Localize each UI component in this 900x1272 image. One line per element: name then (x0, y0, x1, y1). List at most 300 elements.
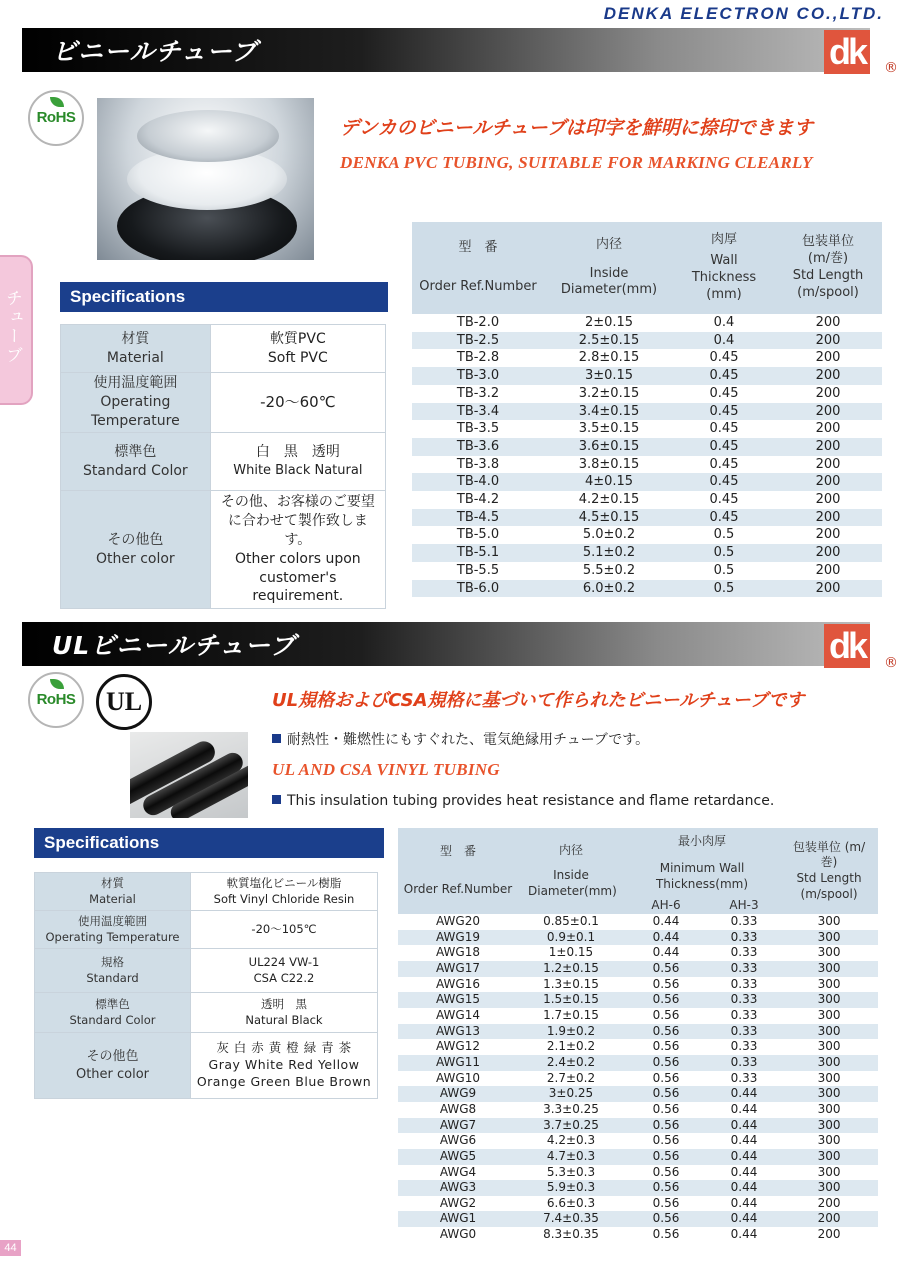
table-row (398, 1165, 878, 1181)
table-cell: 3.8±0.15 (544, 456, 674, 474)
table-cell: 0.44 (624, 914, 708, 930)
table-cell: 200 (774, 562, 882, 580)
table-cell: 1.2±0.15 (518, 961, 624, 977)
spec-label-en: Material (89, 891, 136, 906)
table-cell: 0.56 (624, 1211, 708, 1227)
ul-certification-badge (96, 674, 152, 730)
page-number: 44 (0, 1240, 21, 1256)
table-row (412, 473, 882, 491)
spec-label-jp: その他色 (86, 1048, 139, 1064)
spec-label-jp: 材質 (101, 875, 124, 890)
table-cell: 200 (774, 367, 882, 385)
table-cell: 300 (780, 1165, 878, 1181)
table-cell: 5.5±0.2 (544, 562, 674, 580)
section2-bullet-en (272, 793, 774, 809)
table-cell: 0.56 (624, 1180, 708, 1196)
section1-title: ビニールチューブ (52, 37, 258, 66)
spec-value-en: Soft Vinyl Chloride Resin (213, 891, 355, 906)
table-cell: 200 (774, 314, 882, 332)
table-cell: 0.4 (674, 332, 774, 350)
table-cell: 2±0.15 (544, 314, 674, 332)
table-cell: 300 (780, 1102, 878, 1118)
table-cell: AWG3 (398, 1180, 518, 1196)
table-header-row (398, 828, 878, 898)
table-cell: 0.5 (674, 562, 774, 580)
table-cell: AWG6 (398, 1133, 518, 1149)
spec-row-standard (35, 949, 378, 993)
table-cell: 0.33 (708, 1039, 780, 1055)
table-row (412, 385, 882, 403)
leaf-icon (50, 679, 64, 689)
table-cell: AWG20 (398, 914, 518, 930)
table-cell: 4.7±0.3 (518, 1149, 624, 1165)
table-cell: AWG16 (398, 977, 518, 993)
rohs-badge (28, 672, 84, 728)
table-cell: 0.56 (624, 1165, 708, 1181)
side-tab-label: チューブ (2, 289, 22, 365)
table-cell: 0.33 (708, 1008, 780, 1024)
table-cell: 200 (774, 349, 882, 367)
table-row (398, 1118, 878, 1134)
section1-title-bar (22, 28, 870, 72)
table-row (398, 945, 878, 961)
table-cell: AWG14 (398, 1008, 518, 1024)
section2-spec-table (34, 872, 378, 1099)
table-row (398, 1024, 878, 1040)
table-cell: AWG10 (398, 1071, 518, 1087)
table-cell: 300 (780, 961, 878, 977)
spec-row-standard-color (61, 433, 386, 491)
table-cell: AWG13 (398, 1024, 518, 1040)
table-row (398, 992, 878, 1008)
spec-value-jp: 軟質塩化ビニール樹脂 (226, 875, 342, 890)
table-cell: 0.5 (674, 544, 774, 562)
rohs-label: RoHS (36, 691, 76, 708)
spec-value-en: Other colors upon customer's requirement. (235, 550, 361, 605)
table-cell: 0.33 (708, 961, 780, 977)
table-row (412, 349, 882, 367)
company-name: DENKA ELECTRON CO.,LTD. (603, 4, 884, 23)
table-row (398, 961, 878, 977)
registered-mark: ® (884, 60, 898, 76)
table-row (398, 914, 878, 930)
header-std-length: 包装単位 (m/巻) Std Length (m/spool) (780, 828, 878, 914)
table-cell: 200 (774, 473, 882, 491)
table-cell: TB-6.0 (412, 580, 544, 598)
table-cell: 300 (780, 1133, 878, 1149)
table-cell: 3±0.15 (544, 367, 674, 385)
spec-row-temperature (35, 911, 378, 949)
table-cell: 0.56 (624, 1071, 708, 1087)
spec-value: -20～60℃ (260, 393, 336, 412)
header-min-wall-thickness: 最小肉厚 Minimum Wall Thickness(mm) (624, 828, 780, 898)
spec-row-material (35, 873, 378, 911)
table-cell: 5.9±0.3 (518, 1180, 624, 1196)
table-cell: 0.56 (624, 1227, 708, 1243)
table-cell: 300 (780, 930, 878, 946)
section1-spec-header: Specifications (60, 282, 388, 312)
table-row (398, 1211, 878, 1227)
table-cell: AWG4 (398, 1165, 518, 1181)
table-cell: 200 (774, 332, 882, 350)
table-row (412, 509, 882, 527)
ul-label: UL (105, 687, 143, 716)
table-cell: 0.56 (624, 961, 708, 977)
table-cell: TB-3.5 (412, 420, 544, 438)
table-cell: 5.0±0.2 (544, 526, 674, 544)
spec-value-en: Orange Green Blue Brown (196, 1073, 372, 1089)
section2-spec-header: Specifications (34, 828, 384, 858)
table-cell: 200 (774, 526, 882, 544)
table-cell: 0.5 (674, 580, 774, 598)
table-cell: 8.3±0.35 (518, 1227, 624, 1243)
table-cell: 300 (780, 1071, 878, 1087)
spec-label-en: Other color (75, 1066, 150, 1082)
spec-value-en: Natural Black (245, 1012, 323, 1027)
table-cell: 0.44 (708, 1180, 780, 1196)
header-inside-diameter: 内径 Inside Diameter(mm) (544, 222, 674, 314)
registered-mark: ® (884, 655, 898, 671)
table-cell: 0.56 (624, 977, 708, 993)
ul-tubing-photo (130, 732, 248, 818)
table-row (412, 332, 882, 350)
spec-row-other-color (61, 491, 386, 609)
table-cell: 0.4 (674, 314, 774, 332)
table-cell: 0.33 (708, 977, 780, 993)
table-cell: 0.33 (708, 1024, 780, 1040)
table-cell: 4.2±0.15 (544, 491, 674, 509)
bullet-square-icon (272, 795, 281, 804)
spec-label-en: Standard (86, 970, 139, 985)
table-cell: 300 (780, 1180, 878, 1196)
table-cell: 200 (774, 438, 882, 456)
table-cell: 0.44 (624, 945, 708, 961)
table-cell: 6.6±0.3 (518, 1196, 624, 1212)
table-cell: 6.0±0.2 (544, 580, 674, 598)
table-cell: 1.7±0.15 (518, 1008, 624, 1024)
table-cell: 3.7±0.25 (518, 1118, 624, 1134)
table-cell: 3.4±0.15 (544, 403, 674, 421)
table-row (412, 403, 882, 421)
spec-label-jp: 規格 (101, 954, 124, 969)
table-cell: 0.45 (674, 491, 774, 509)
pvc-tubing-spools-photo (97, 98, 314, 260)
table-cell: 0.56 (624, 1118, 708, 1134)
section1-headline-en: DENKA PVC TUBING, SUITABLE FOR MARKING CLEARLY (340, 153, 813, 172)
table-cell: 0.56 (624, 1196, 708, 1212)
table-row (398, 1086, 878, 1102)
table-cell: TB-3.0 (412, 367, 544, 385)
table-cell: 300 (780, 1118, 878, 1134)
header-order-ref: 型 番 Order Ref.Number (412, 222, 544, 314)
table-cell: 0.33 (708, 1055, 780, 1071)
table-cell: 200 (780, 1211, 878, 1227)
header-ah3: AH-3 (708, 898, 780, 914)
header-std-length: 包装単位 (m/巻) Std Length (m/spool) (774, 222, 882, 314)
spec-value-en: White Black Natural (233, 463, 363, 479)
table-row (412, 526, 882, 544)
table-row (412, 456, 882, 474)
table-cell: 0.33 (708, 992, 780, 1008)
spec-label-en: Operating Temperature (45, 929, 180, 944)
table-cell: 4.5±0.15 (544, 509, 674, 527)
section2-product-table (398, 828, 878, 1243)
table-cell: 0.5 (674, 526, 774, 544)
table-row (412, 580, 882, 598)
table-cell: 2.8±0.15 (544, 349, 674, 367)
table-cell: 0.56 (624, 1055, 708, 1071)
table-row (398, 1055, 878, 1071)
table-row (398, 1149, 878, 1165)
table-cell: 200 (774, 403, 882, 421)
table-cell: 2.4±0.2 (518, 1055, 624, 1071)
table-cell: 1.5±0.15 (518, 992, 624, 1008)
leaf-icon (50, 97, 64, 107)
spec-label-jp: 使用温度範囲 (93, 375, 178, 392)
table-cell: 300 (780, 992, 878, 1008)
table-header-row (412, 222, 882, 314)
table-cell: TB-3.8 (412, 456, 544, 474)
table-cell: TB-5.5 (412, 562, 544, 580)
table-cell: 200 (774, 456, 882, 474)
table-cell: 0.45 (674, 420, 774, 438)
section2-title: ULビニールチューブ (52, 631, 296, 660)
table-row (412, 438, 882, 456)
table-cell: 3.6±0.15 (544, 438, 674, 456)
spec-value-jp: 透明 黒 (261, 996, 307, 1011)
table-cell: TB-2.0 (412, 314, 544, 332)
table-row (412, 544, 882, 562)
table-cell: 0.44 (708, 1211, 780, 1227)
table-cell: TB-5.1 (412, 544, 544, 562)
table-cell: 0.44 (708, 1102, 780, 1118)
table-cell: AWG15 (398, 992, 518, 1008)
table-cell: 0.56 (624, 1086, 708, 1102)
table-row (412, 562, 882, 580)
table-cell: 0.45 (674, 385, 774, 403)
table-cell: 0.33 (708, 930, 780, 946)
spec-value-ul: UL224 VW-1 (248, 954, 320, 969)
table-cell: 300 (780, 1039, 878, 1055)
spec-label-jp: 標準色 (114, 443, 157, 460)
spec-row-temperature (61, 373, 386, 433)
header-order-ref: 型 番 Order Ref.Number (398, 828, 518, 914)
spec-row-material (61, 325, 386, 373)
spec-row-other-color (35, 1033, 378, 1099)
table-cell: 300 (780, 1086, 878, 1102)
table-row (412, 367, 882, 385)
table-row (412, 491, 882, 509)
table-cell: 0.56 (624, 1008, 708, 1024)
table-cell: AWG18 (398, 945, 518, 961)
spec-label-en: Material (106, 349, 164, 366)
section2-headline-en: UL AND CSA VINYL TUBING (272, 760, 500, 779)
table-cell: 3.3±0.25 (518, 1102, 624, 1118)
table-cell: 200 (774, 509, 882, 527)
table-cell: 0.44 (708, 1086, 780, 1102)
table-cell: TB-3.6 (412, 438, 544, 456)
table-cell: 300 (780, 914, 878, 930)
table-row (398, 930, 878, 946)
spec-label-en: Standard Color (82, 462, 188, 479)
table-cell: 0.44 (708, 1165, 780, 1181)
table-cell: 0.56 (624, 1149, 708, 1165)
table-cell: 200 (774, 544, 882, 562)
table-cell: AWG19 (398, 930, 518, 946)
table-cell: 0.85±0.1 (518, 914, 624, 930)
table-cell: 300 (780, 977, 878, 993)
table-cell: 2.7±0.2 (518, 1071, 624, 1087)
spec-row-standard-color (35, 993, 378, 1033)
dk-logo: dk (824, 624, 870, 668)
table-cell: 0.56 (624, 1039, 708, 1055)
table-cell: 0.44 (708, 1227, 780, 1243)
table-row (398, 1227, 878, 1243)
table-cell: 0.45 (674, 456, 774, 474)
spec-value-csa: CSA C22.2 (253, 970, 315, 985)
section1-product-table (412, 222, 882, 597)
table-cell: 0.45 (674, 509, 774, 527)
table-cell: AWG2 (398, 1196, 518, 1212)
table-cell: 4±0.15 (544, 473, 674, 491)
table-cell: 0.56 (624, 1024, 708, 1040)
table-cell: AWG12 (398, 1039, 518, 1055)
table-cell: 0.45 (674, 349, 774, 367)
dk-logo: dk (824, 30, 870, 74)
table-cell: 200 (780, 1196, 878, 1212)
table-cell: 0.44 (708, 1149, 780, 1165)
spec-label-en: Standard Color (69, 1012, 156, 1027)
table-cell: 2.5±0.15 (544, 332, 674, 350)
table-cell: AWG1 (398, 1211, 518, 1227)
table-row (412, 314, 882, 332)
section2-title-bar (22, 622, 870, 666)
bullet-square-icon (272, 734, 281, 743)
table-cell: TB-4.5 (412, 509, 544, 527)
table-cell: TB-4.2 (412, 491, 544, 509)
table-cell: 1.3±0.15 (518, 977, 624, 993)
table-cell: 0.33 (708, 914, 780, 930)
table-cell: 0.45 (674, 367, 774, 385)
table-cell: 200 (774, 385, 882, 403)
table-cell: 0.56 (624, 1133, 708, 1149)
spec-label-en: Operating Temperature (91, 394, 180, 429)
spec-label-jp: その他色 (107, 531, 164, 548)
table-cell: AWG0 (398, 1227, 518, 1243)
table-cell: 4.2±0.3 (518, 1133, 624, 1149)
table-cell: 0.9±0.1 (518, 930, 624, 946)
table-cell: AWG17 (398, 961, 518, 977)
table-cell: TB-4.0 (412, 473, 544, 491)
rohs-label: RoHS (36, 109, 76, 126)
table-cell: 300 (780, 1008, 878, 1024)
header-inside-diameter: 内径 Inside Diameter(mm) (518, 828, 624, 914)
table-cell: 0.45 (674, 403, 774, 421)
spec-label-jp: 材質 (121, 330, 150, 347)
table-row (398, 1008, 878, 1024)
bullet-text-en: This insulation tubing provides heat resistance and flame retardance. (287, 793, 775, 809)
table-cell: 0.45 (674, 473, 774, 491)
table-cell: 200 (774, 491, 882, 509)
spec-value-jp: 軟質PVC (269, 330, 326, 347)
spec-label-jp: 標準色 (95, 996, 130, 1011)
spec-value-en: Soft PVC (267, 349, 328, 366)
table-cell: 3±0.25 (518, 1086, 624, 1102)
section1-headline-jp: デンカのビニールチューブは印字を鮮明に捺印できます (340, 117, 813, 139)
table-row (398, 977, 878, 993)
table-cell: 200 (780, 1227, 878, 1243)
table-cell: 3.5±0.15 (544, 420, 674, 438)
table-cell: 1±0.15 (518, 945, 624, 961)
table-cell: 300 (780, 945, 878, 961)
table-cell: TB-3.4 (412, 403, 544, 421)
table-cell: TB-5.0 (412, 526, 544, 544)
spec-value-jp: 灰 白 赤 黄 橙 緑 青 茶 (216, 1040, 352, 1056)
table-cell: 0.33 (708, 945, 780, 961)
header-ah6: AH-6 (624, 898, 708, 914)
table-cell: 300 (780, 1055, 878, 1071)
header-wall-thickness: 肉厚 Wall Thickness (mm) (674, 222, 774, 314)
table-cell: 0.33 (708, 1071, 780, 1087)
table-cell: 0.44 (708, 1133, 780, 1149)
table-cell: AWG8 (398, 1102, 518, 1118)
bullet-text-jp: 耐熱性・難燃性にもすぐれた、電気絶縁用チューブです。 (287, 732, 650, 748)
table-cell: TB-2.5 (412, 332, 544, 350)
table-cell: 2.1±0.2 (518, 1039, 624, 1055)
spec-value: -20～105℃ (251, 921, 317, 936)
table-cell: 200 (774, 420, 882, 438)
table-cell: 0.45 (674, 438, 774, 456)
spec-value-en: Gray White Red Yellow (208, 1057, 360, 1073)
table-cell: TB-2.8 (412, 349, 544, 367)
table-cell: AWG11 (398, 1055, 518, 1071)
section2-headline-jp: UL規格およびCSA規格に基づいて作られたビニールチューブです (272, 690, 805, 711)
table-cell: AWG7 (398, 1118, 518, 1134)
table-cell: 300 (780, 1149, 878, 1165)
table-cell: 0.56 (624, 992, 708, 1008)
spec-label-jp: 使用温度範囲 (78, 913, 147, 928)
table-row (398, 1039, 878, 1055)
category-side-tab (0, 255, 33, 405)
table-cell: 0.56 (624, 1102, 708, 1118)
table-row (398, 1071, 878, 1087)
table-cell: AWG5 (398, 1149, 518, 1165)
table-cell: TB-3.2 (412, 385, 544, 403)
table-cell: 5.1±0.2 (544, 544, 674, 562)
rohs-badge (28, 90, 84, 146)
table-cell: 7.4±0.35 (518, 1211, 624, 1227)
natural-spool (137, 110, 279, 162)
table-cell: 1.9±0.2 (518, 1024, 624, 1040)
spec-value-jp: 白 黒 透明 (255, 444, 340, 461)
table-row (412, 420, 882, 438)
table-row (398, 1180, 878, 1196)
spec-label-en: Other color (96, 550, 175, 567)
table-cell: 3.2±0.15 (544, 385, 674, 403)
table-row (398, 1133, 878, 1149)
table-cell: 5.3±0.3 (518, 1165, 624, 1181)
table-row (398, 1196, 878, 1212)
section2-bullet-jp (272, 729, 649, 749)
table-cell: 0.44 (708, 1196, 780, 1212)
table-cell: 200 (774, 580, 882, 598)
section1-spec-table (60, 324, 386, 609)
spec-value-jp: その他、お客様のご要望に合わせて製作致します。 (220, 494, 375, 548)
table-cell: 0.44 (624, 930, 708, 946)
table-cell: 300 (780, 1024, 878, 1040)
table-row (398, 1102, 878, 1118)
table-cell: AWG9 (398, 1086, 518, 1102)
